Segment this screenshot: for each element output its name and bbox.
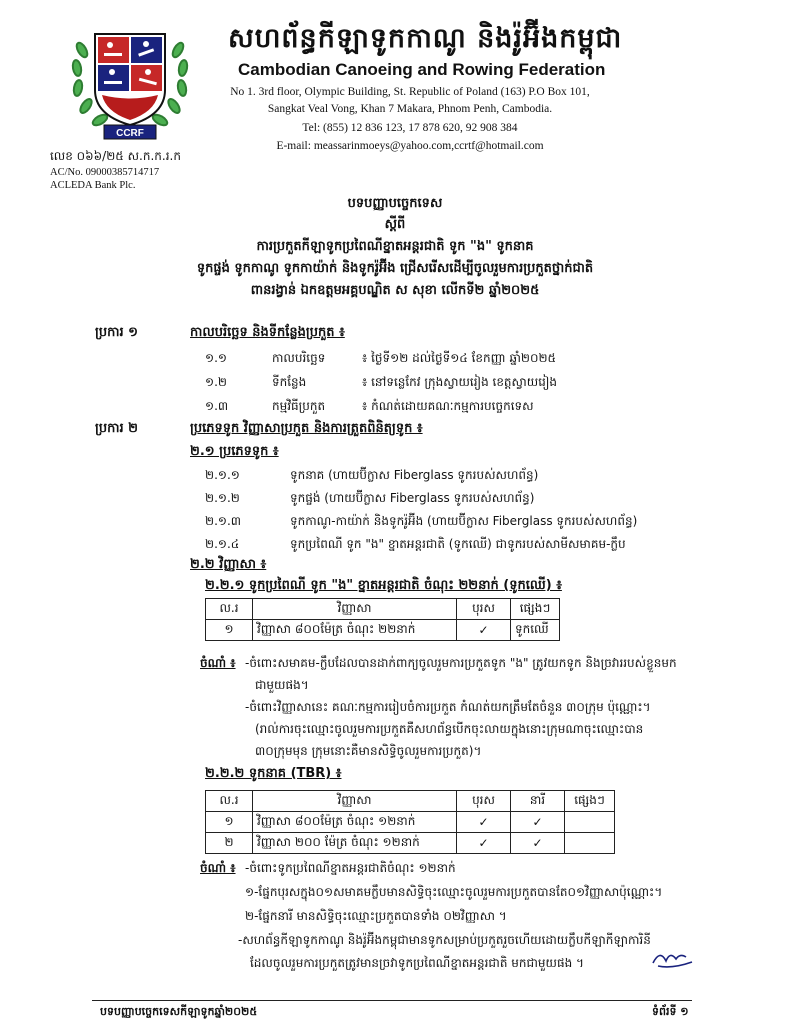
cell-no: ២: [206, 833, 253, 854]
table-row: [206, 833, 615, 854]
doc-title-line-5: ពានរង្វាន់ ឯកឧត្តមអគ្គបណ្ឌិត ស សុខា លើកទី២ ឆ្នាំ២០២៥: [250, 283, 540, 298]
section-2-1-heading: ២.១ ប្រភេទទូក ៖: [190, 444, 279, 459]
org-name-khmer: សហព័ន្ធកីឡាទូកកាណូ និងរ៉ូអ៊ីងកម្ពុជា: [228, 23, 623, 54]
cell-men-check: ✓: [457, 812, 511, 833]
cell-women-check: ✓: [511, 833, 565, 854]
account-number: AC/No. 09000385714717: [50, 167, 160, 178]
cell-men-check: ✓: [457, 833, 511, 854]
footer-doc-title: បទបញ្ញាបច្ចេកទេសកីឡាទូកឆ្នាំ២០២៥: [100, 1005, 258, 1018]
boat-3-text: ទូកកាណូ-កាយ៉ាក់ និងទូករ៉ូអ៊ីង (ហាយប៊ីក្លាស Fiberglass ទូករបស់សហព័ន្ធ): [290, 514, 638, 528]
doc-title: បទបញ្ញាបច្ចេកទេស: [347, 196, 443, 211]
cell-event: វិញ្ញាសា ២០០ ម៉ែត្រ ចំណុះ ១២នាក់: [253, 833, 457, 854]
cell-men-check: ✓: [457, 620, 511, 641]
cell-other: [565, 833, 615, 854]
address-line-1: No 1. 3rd floor, Olympic Building, St. Republic of Poland (163) P.O Box 101,: [230, 86, 590, 98]
boat-1-text: ទូកនាគ (ហាយប៊ីក្លាស Fiberglass ទូករបស់សហព័ន្ធ): [290, 468, 539, 482]
section-2-2-heading: ២.២ វិញ្ញាសា ៖: [190, 557, 267, 572]
note-1-line-1: -ចំពោះសមាគម-ក្លឹបដែលបានដាក់ពាក្យចូលរួមការប្រកួតទូក "ង" ត្រូវយកទូក និងច្រវាររបស់ខ្លួនមក: [245, 656, 677, 670]
article-2-label: ប្រការ ២: [95, 421, 138, 436]
article-1-label: ប្រការ ១: [95, 325, 138, 340]
telephone-line: Tel: (855) 12 836 123, 17 878 620, 92 908 384: [302, 122, 518, 134]
cell-event: វិញ្ញាសា ៨០០ម៉ែត្រ ចំណុះ ១២នាក់: [253, 812, 457, 833]
item-1-3-val: ៖ កំណត់ដោយគណៈកម្មការបច្ចេកទេស: [362, 399, 534, 413]
svg-text:CCRF: CCRF: [116, 128, 144, 139]
col-header-no: ល.រ: [206, 791, 253, 812]
col-header-event: វិញ្ញាសា: [253, 599, 457, 620]
cell-other: ទូកឈើ: [511, 620, 560, 641]
note-1-label: ចំណាំ ៖: [200, 656, 236, 670]
item-1-1-key: កាលបរិច្ឆេទ: [272, 351, 326, 365]
cell-event: វិញ្ញាសា ៨០០ម៉ែត្រ ចំណុះ ២២នាក់: [253, 620, 457, 641]
footer-divider: [92, 1000, 692, 1001]
table-row: [206, 812, 615, 833]
boat-2-num: ២.១.២: [205, 491, 240, 505]
col-header-women: នារី: [511, 791, 565, 812]
section-2-2-1-heading: ២.២.១ ទូកប្រពៃណី ទូក "ង" ខ្នាតអន្តរជាតិ ចំណុះ ២២នាក់ (ទូកឈើ) ៖: [205, 578, 562, 593]
page-number: ទំព័រទី ១: [652, 1005, 689, 1018]
boat-4-num: ២.១.៤: [205, 537, 240, 551]
note-2-line-3: ២-ផ្នែកនារី មានសិទ្ធិចុះឈ្មោះប្រកួតបានទាំង ០២វិញ្ញាសា ។: [245, 909, 507, 923]
table-events-dragon: [205, 790, 615, 854]
email-line: E-mail: meassarinmoeys@yahoo.com,ccrtf@hotmail.com: [276, 140, 544, 152]
note-2-line-5: ដែលចូលរួមការប្រកួតត្រូវមានច្រវាទូកប្រពៃណីខ្នាតអន្តរជាតិ មកជាមួយផង ។: [250, 956, 584, 970]
note-2-line-4: -សហព័ន្ធកីឡាទូកកាណូ និងរ៉ូអ៊ីងកម្ពុជាមានទូកសម្រាប់ប្រកួតរួចហើយដោយក្លឹបកីឡាកីឡាការិនី: [238, 933, 651, 947]
item-1-3-num: ១.៣: [205, 399, 229, 413]
article-1-heading: កាលបរិច្ឆេទ និងទីកន្លែងប្រកួត ៖: [190, 325, 345, 340]
table-header-row: [206, 599, 560, 620]
item-1-1-num: ១.១: [205, 351, 227, 365]
note-1-line-3: -ចំពោះវិញ្ញាសានេះ គណៈកម្មការរៀបចំការប្រកួត កំណត់យកត្រឹមតែចំនួន ៣០ក្រុម ប៉ុណ្ណោះ។: [245, 700, 651, 714]
section-2-2-2-heading: ២.២.២ ទូកនាគ (TBR) ៖: [205, 766, 342, 781]
col-header-other: ផ្សេងៗ: [511, 599, 560, 620]
org-name-english: Cambodian Canoeing and Rowing Federation: [238, 60, 606, 79]
initials-signature: [650, 945, 695, 974]
account-info: [50, 166, 159, 192]
cell-no: ១: [206, 812, 253, 833]
address-line-2: Sangkat Veal Vong, Khan 7 Makara, Phnom Penh, Cambodia.: [267, 103, 553, 115]
cell-other: [565, 812, 615, 833]
item-1-2-num: ១.២: [205, 375, 227, 389]
boat-3-num: ២.១.៣: [205, 514, 242, 528]
table-events-traditional: [205, 598, 560, 641]
item-1-2-key: ទីកន្លែង: [272, 375, 307, 389]
col-header-no: ល.រ: [206, 599, 253, 620]
cell-no: ១: [206, 620, 253, 641]
table-row: [206, 620, 560, 641]
article-2-heading: ប្រភេទទូក វិញ្ញាសាប្រកួត និងការត្រួតពិនិត្យទូក ៖: [190, 421, 423, 436]
col-header-men: បុរស: [457, 599, 511, 620]
federation-logo: [70, 20, 190, 140]
note-1-line-2: ជាមួយផង។: [255, 678, 309, 692]
cell-women-check: ✓: [511, 812, 565, 833]
doc-title-line-3: ការប្រកួតកីឡាទូកប្រពៃណីខ្នាតអន្តរជាតិ ទូក "ង" ទូកនាគ: [256, 239, 534, 254]
reference-number: លេខ ០៦៦/២៥ ស.ក.ក.រ.ក: [50, 149, 181, 163]
item-1-1-val: ៖ ថ្ងៃទី១២ ដល់ថ្ងៃទី១៤ ខែកញ្ញា ឆ្នាំ២០២៥: [362, 351, 557, 365]
note-1-line-4: (រាល់ការចុះឈ្មោះចូលរួមការប្រកួតគឺសហព័ន្ធបើកចុះលាយក្នុងនោះក្រុមណាចុះឈ្មោះបាន: [255, 722, 644, 736]
note-2-label: ចំណាំ ៖: [200, 861, 236, 875]
col-header-event: វិញ្ញាសា: [253, 791, 457, 812]
doc-title-line-4: ទូកផ្ចង់ ទូកកាណូ ទូកកាយ៉ាក់ និងទូករ៉ូអ៊ីង ជ្រើសរើសដើម្បីចូលរួមការប្រកួតថ្នាក់ជាតិ: [196, 261, 594, 276]
col-header-men: បុរស: [457, 791, 511, 812]
boat-2-text: ទូកផ្ចង់ (ហាយប៊ីក្លាស Fiberglass ទូករបស់សហព័ន្ធ): [290, 491, 535, 505]
bank-name: ACLEDA Bank Plc.: [50, 180, 136, 191]
note-2-line-2: ១-ផ្នែកបុរសក្នុង០១សមាគមក្លឹបមានសិទ្ធិចុះឈ្មោះចូលរួមការប្រកួតបានតែ០១វិញ្ញាសាប៉ុណ្ណោះ។: [245, 885, 663, 899]
note-1-line-5: ៣០ក្រុមមុន ក្រុមនោះគឺមានសិទ្ធិចូលរួមការប្រកួត)។: [255, 744, 482, 758]
boat-4-text: ទូកប្រពៃណី ទូក "ង" ខ្នាតអន្តរជាតិ (ទូកឈើ) ជាទូករបស់សាមីសមាគម-ក្លឹប: [290, 537, 626, 551]
boat-1-num: ២.១.១: [205, 468, 240, 482]
table-header-row: [206, 791, 615, 812]
note-2-line-1: -ចំពោះទូកប្រពៃណីខ្នាតអន្តរជាតិចំណុះ ១២នាក់: [245, 861, 456, 875]
item-1-3-key: កម្មវិធីប្រកួត: [272, 399, 326, 413]
col-header-other: ផ្សេងៗ: [565, 791, 615, 812]
doc-subtitle: ស្ដីពី: [384, 217, 406, 232]
item-1-2-val: ៖ នៅទន្លេកែវ ក្រុងស្វាយរៀង ខេត្តស្វាយរៀង: [362, 375, 558, 389]
